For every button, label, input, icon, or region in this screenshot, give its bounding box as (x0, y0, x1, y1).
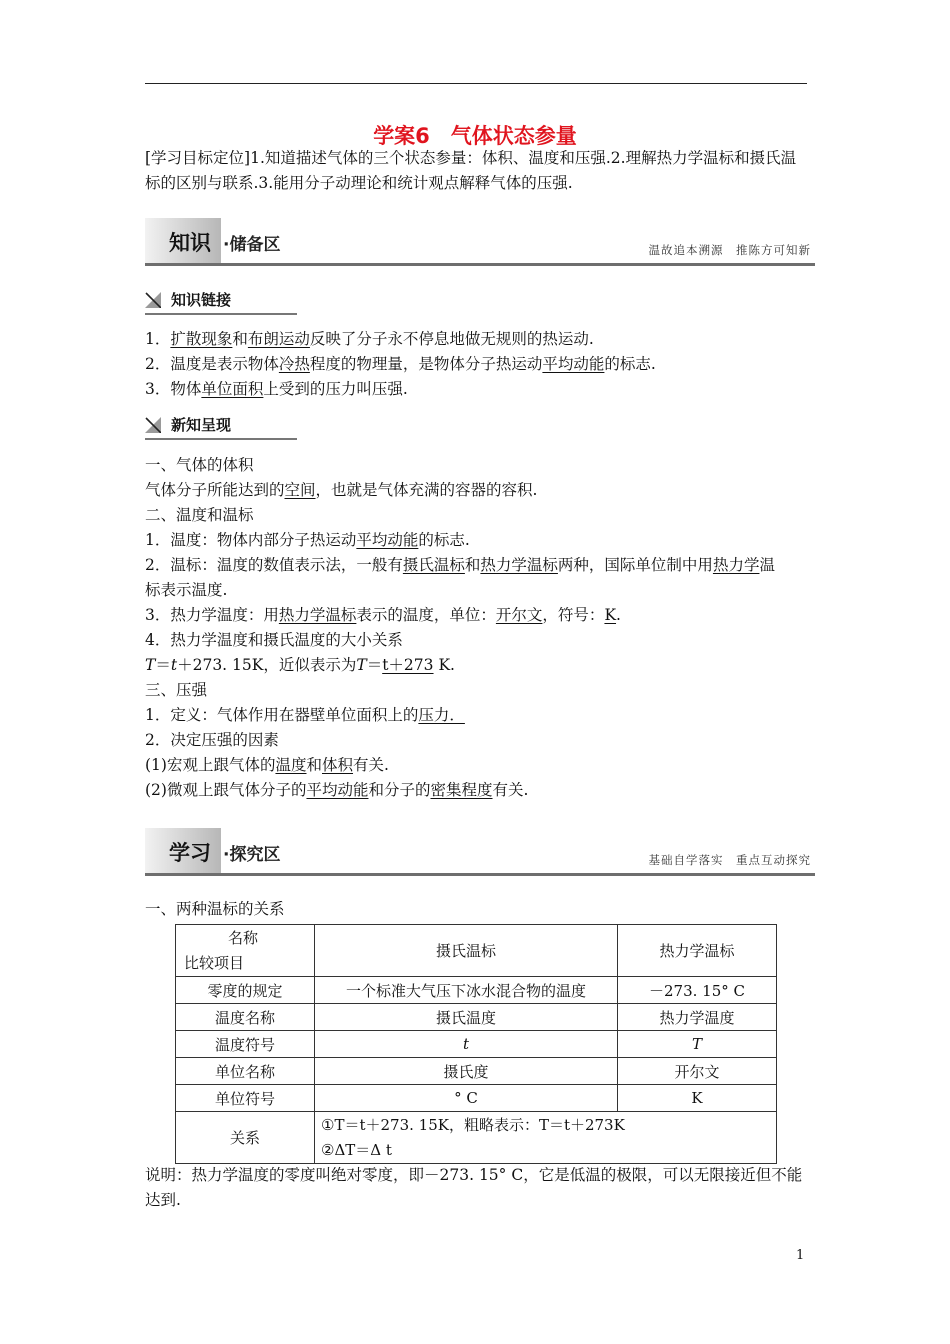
section-header-rule (145, 873, 815, 876)
row-label: 零度的规定 (176, 977, 315, 1004)
answer-blank: 扩散现象 (170, 330, 233, 348)
answer-blank: 冷热 (278, 355, 310, 373)
text-run: 的标志. (418, 531, 470, 549)
answer-blank: 密集程度 (430, 781, 493, 799)
cell-celsius: 摄氏温度 (315, 1004, 618, 1031)
knowledge-links-list (145, 327, 810, 402)
table-row (176, 977, 777, 1004)
text-run: 1． (145, 330, 171, 348)
cell-kelvin: K (618, 1085, 777, 1112)
page-title: 学案6 气体状态参量 (373, 124, 577, 148)
table-row-relation (176, 1112, 777, 1164)
paragraph: 2．决定压强的因素 (145, 731, 279, 749)
table-row (176, 1031, 777, 1058)
relation-line-1: ①T＝t＋273. 15K，粗略表示：T＝t＋273K (321, 1115, 625, 1134)
cell-celsius: t (315, 1031, 618, 1058)
text-run: ，符号： (542, 606, 605, 624)
section-header-subtitle: ·探究区 (223, 845, 281, 865)
answer-blank: 热力学温标 (278, 606, 357, 624)
row-label: 温度名称 (176, 1004, 315, 1031)
text-run: 1．温度：物体内部分子热运动 (145, 531, 357, 549)
row-label: 单位符号 (176, 1085, 315, 1112)
answer-blank: 体积 (322, 756, 354, 774)
paragraph (145, 553, 810, 578)
text-run: 温 (759, 556, 775, 574)
answer-blank: 温度 (275, 756, 307, 774)
section-header-exploration (145, 828, 815, 876)
note-block (145, 1163, 810, 1213)
text-run: ＝ (155, 656, 171, 674)
answer-blank: 热力学温标 (480, 556, 558, 574)
answer-blank: 布朗运动 (247, 330, 310, 348)
paragraph-continuation: 标表示温度. (145, 581, 228, 599)
section-header-motto: 基础自学落实 重点互动探究 (648, 853, 811, 867)
text-run: 2．温度是表示物体 (145, 355, 279, 373)
text-run: 1．定义：气体作用在器壁单位面积上的 (145, 706, 419, 724)
cell-celsius: ° C (315, 1085, 618, 1112)
answer-blank: 摄氏温标 (402, 556, 465, 574)
text-run: t (170, 656, 178, 674)
section-header-subtitle: ·储备区 (223, 235, 281, 255)
text-run: 上受到的压力叫压强. (263, 380, 408, 398)
text-run: (1)宏观上跟气体的 (145, 756, 276, 774)
answer-blank: 开尔文 (495, 606, 543, 624)
table-header-kelvin: 热力学温标 (618, 925, 777, 977)
table-row (176, 1085, 777, 1112)
answer-blank: 平均动能 (306, 781, 369, 799)
table-header-corner (176, 925, 315, 977)
answer-blank: 平均动能 (356, 531, 419, 549)
relation-cell (315, 1112, 777, 1164)
subsection-tag-knowledge-links (145, 289, 297, 311)
list-item (145, 327, 810, 352)
answer-blank: 压力． (418, 706, 465, 724)
table-header-row (176, 925, 777, 977)
text-run: 3．物体 (145, 380, 202, 398)
objectives-text: [学习目标定位]1.知道描述气体的三个状态参量：体积、温度和压强.2.理解热力学温标和摄氏温标的区别与联系.3.能用分子动理论和统计观点解释气体的压强. (145, 149, 797, 192)
list-item (145, 377, 810, 402)
text-run: 反映了分子永不停息地做无规则的热运动. (309, 330, 594, 348)
cell-kelvin: 热力学温度 (618, 1004, 777, 1031)
text-run: 和分子的 (368, 781, 431, 799)
table-row (176, 1004, 777, 1031)
text-run: 表示的温度，单位： (356, 606, 496, 624)
cell-celsius: 摄氏度 (315, 1058, 618, 1085)
text-run: 程度的物理量，是物体分子热运动 (309, 355, 543, 373)
answer-blank: 平均动能 (542, 355, 605, 373)
text-run: 和 (306, 756, 322, 774)
text-run: T (356, 656, 367, 674)
text-run: ，也就是气体充满的容器的容积. (315, 481, 538, 499)
answer-blank: t＋273 (382, 656, 434, 674)
text-run: 有关. (492, 781, 529, 799)
cell-celsius: 一个标准大气压下冰水混合物的温度 (315, 977, 618, 1004)
answer-blank: 空间 (284, 481, 316, 499)
paragraph (145, 778, 810, 803)
corner-triangle-icon (145, 417, 161, 433)
new-knowledge-content (145, 453, 810, 803)
paragraph (145, 703, 810, 728)
note-text: 说明：热力学温度的零度叫绝对零度，即－273. 15° C，它是低温的极限，可以无限接近但不能达到. (145, 1166, 803, 1209)
subsection-tag-label: 知识链接 (171, 291, 232, 309)
text-run: 3．热力学温度：用 (145, 606, 279, 624)
heading-pressure: 三、压强 (145, 681, 208, 699)
subsection-tag-rule (145, 438, 297, 440)
heading-temperature: 二、温度和温标 (145, 506, 254, 524)
relation-line-2: ②ΔT＝Δ t (321, 1140, 392, 1159)
text-run: ＋273. 15K，近似表示为 (177, 656, 357, 674)
header-item-label: 比较项目 (184, 953, 245, 972)
table-header-celsius: 摄氏温标 (315, 925, 618, 977)
section-header-rule (145, 263, 815, 266)
text-run: K. (433, 656, 455, 674)
paragraph (145, 603, 810, 628)
paragraph: 4．热力学温度和摄氏温度的大小关系 (145, 631, 403, 649)
corner-triangle-icon (145, 292, 161, 308)
text-run: T (145, 656, 156, 674)
text-run: ＝ (366, 656, 383, 674)
cell-kelvin: 开尔文 (618, 1058, 777, 1085)
paragraph (145, 478, 810, 503)
subsection-tag-label: 新知呈现 (171, 416, 232, 434)
text-run: 两种，国际单位制中用 (557, 556, 713, 574)
page-number: 1 (796, 1248, 805, 1263)
cell-kelvin: －273. 15° C (618, 977, 777, 1004)
section-header-knowledge (145, 218, 815, 266)
cell-kelvin: T (618, 1031, 777, 1058)
list-item (145, 352, 810, 377)
row-label: 单位名称 (176, 1058, 315, 1085)
row-label: 关系 (176, 1112, 315, 1164)
text-run: 和 (464, 556, 481, 574)
text-run: 的标志. (604, 355, 656, 373)
text-run: 气体分子所能达到的 (145, 481, 285, 499)
paragraph (145, 528, 810, 553)
subsection-tag-rule (145, 313, 297, 315)
row-label: 温度符号 (176, 1031, 315, 1058)
learning-objectives (145, 146, 810, 196)
paragraph (145, 753, 810, 778)
heading-volume: 一、气体的体积 (145, 456, 254, 474)
formula-line (145, 653, 810, 678)
exploration-heading-block (145, 897, 810, 922)
section-header-motto: 温故追本溯源 推陈方可知新 (648, 243, 811, 257)
section-header-title: 学习 (169, 841, 211, 865)
comparison-table (175, 924, 777, 1164)
section-header-title: 知识 (169, 231, 211, 255)
text-run: 和 (232, 330, 248, 348)
answer-blank: K (604, 606, 617, 624)
text-run: 2．温标：温度的数值表示法，一般有 (145, 556, 403, 574)
text-run: (2)微观上跟气体分子的 (145, 781, 307, 799)
heading-two-scales: 一、两种温标的关系 (145, 900, 285, 918)
answer-blank: 单位面积 (201, 380, 264, 398)
table-row (176, 1058, 777, 1085)
text-run: . (616, 606, 621, 624)
text-run: 有关. (353, 756, 389, 774)
header-name-label: 名称 (228, 928, 259, 947)
answer-blank: 热力学 (712, 556, 760, 574)
subsection-tag-new-knowledge (145, 414, 297, 436)
header-rule (145, 83, 807, 84)
